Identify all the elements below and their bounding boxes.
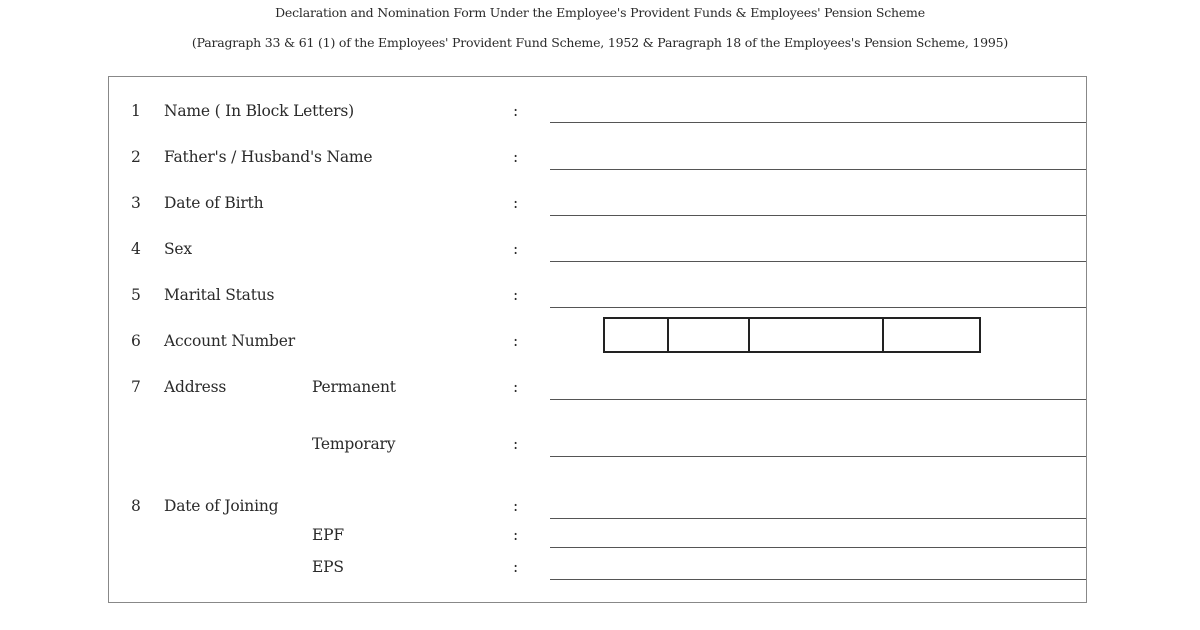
input-line[interactable] [550, 547, 1086, 548]
colon: : [513, 102, 519, 120]
colon: : [513, 526, 519, 544]
account-box-1[interactable] [605, 319, 669, 351]
input-line[interactable] [550, 307, 1086, 308]
field-number: 5 [131, 286, 141, 304]
colon: : [513, 378, 519, 396]
input-line[interactable] [550, 215, 1086, 216]
colon: : [513, 497, 519, 515]
input-line[interactable] [550, 399, 1086, 400]
field-number: 8 [131, 497, 141, 515]
account-box-3[interactable] [750, 319, 884, 351]
field-label: Account Number [164, 332, 295, 350]
field-number: 1 [131, 102, 141, 120]
account-box-2[interactable] [669, 319, 750, 351]
colon: : [513, 194, 519, 212]
field-label: Date of Birth [164, 194, 264, 212]
account-number-boxes[interactable] [603, 317, 981, 353]
field-number: 7 [131, 378, 141, 396]
field-sublabel: EPF [312, 526, 344, 544]
colon: : [513, 332, 519, 350]
field-label: Name ( In Block Letters) [164, 102, 354, 120]
field-number: 3 [131, 194, 141, 212]
input-line[interactable] [550, 456, 1086, 457]
input-line[interactable] [550, 169, 1086, 170]
field-number: 4 [131, 240, 141, 258]
field-sublabel: EPS [312, 558, 344, 576]
field-label: Date of Joining [164, 497, 279, 515]
input-line[interactable] [550, 579, 1086, 580]
field-label: Marital Status [164, 286, 275, 304]
input-line[interactable] [550, 261, 1086, 262]
colon: : [513, 558, 519, 576]
input-line[interactable] [550, 518, 1086, 519]
field-label: Address [164, 378, 227, 396]
form-subtitle: (Paragraph 33 & 61 (1) of the Employees' Provident Fund Scheme, 1952 & Paragraph 18 of the Employees's Pension Scheme, 1995) [191, 35, 1009, 50]
field-sublabel: Temporary [312, 435, 396, 453]
field-label: Father's / Husband's Name [164, 148, 373, 166]
colon: : [513, 240, 519, 258]
form-title: Declaration and Nomination Form Under the Employee's Provident Funds & Employees' Pension Scheme [275, 5, 925, 20]
account-box-4[interactable] [884, 319, 979, 351]
field-sublabel: Permanent [312, 378, 396, 396]
input-line[interactable] [550, 122, 1086, 123]
colon: : [513, 286, 519, 304]
colon: : [513, 435, 519, 453]
field-number: 6 [131, 332, 141, 350]
field-label: Sex [164, 240, 192, 258]
colon: : [513, 148, 519, 166]
field-number: 2 [131, 148, 141, 166]
